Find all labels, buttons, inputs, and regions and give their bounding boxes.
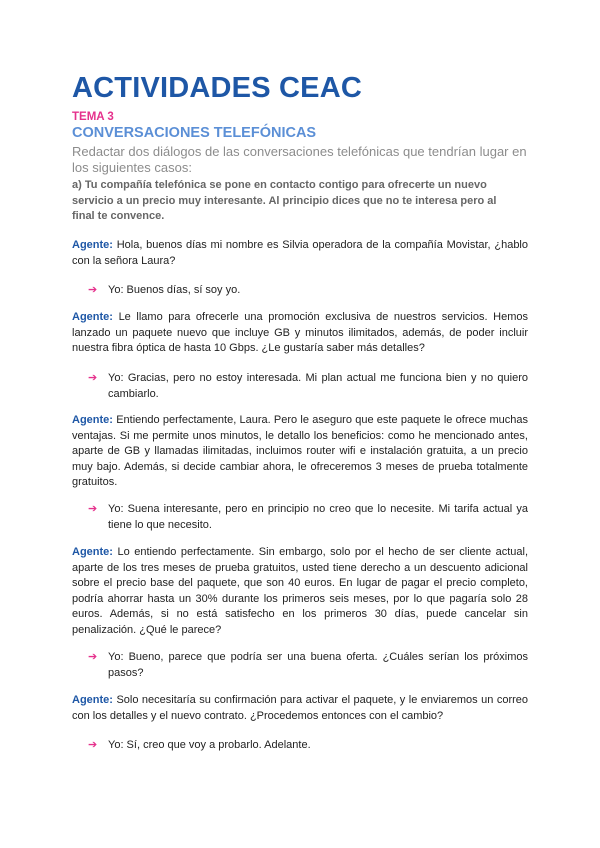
agent-text: Entiendo perfectamente, Laura. Pero le aseguro que este paquete le ofrece muchas ventajas. Si me permite unos minutos, le detallo los beneficios: como he mencionado antes, aparte de GB y llamadas ilimitadas, incluimos router wifi e instalación gratuita, a un precio muy bajo. Además, si decide cambiar ahora, le ofreceremos 3 meses de prueba totalmente gratuitos. bbox=[72, 414, 528, 488]
topic-number: TEMA 3 bbox=[72, 111, 114, 123]
assignment-prompt: Redactar dos diálogos de las conversaciones telefónicas que tendrían lugar en los siguientes casos: bbox=[72, 144, 527, 175]
agent-line bbox=[72, 545, 528, 638]
reply-text: Yo: Sí, creo que voy a probarlo. Adelante. bbox=[108, 739, 311, 751]
reply-line bbox=[88, 370, 528, 402]
reply-text: Yo: Buenos días, sí soy yo. bbox=[108, 284, 241, 296]
agent-label: Agente: bbox=[72, 239, 113, 251]
reply-text: Yo: Gracias, pero no estoy interesada. Mi plan actual me funciona bien y no quiero cambiarlo. bbox=[108, 372, 528, 400]
agent-line bbox=[72, 310, 528, 357]
section-subtitle: CONVERSACIONES TELEFÓNICAS bbox=[72, 125, 317, 141]
arrow-icon: ➔ bbox=[88, 503, 98, 515]
reply-text: Yo: Bueno, parece que podría ser una buena oferta. ¿Cuáles serían los próximos pasos? bbox=[108, 651, 528, 679]
agent-line bbox=[72, 693, 528, 724]
agent-label: Agente: bbox=[72, 311, 113, 323]
agent-line bbox=[72, 413, 528, 491]
arrow-icon: ➔ bbox=[88, 372, 98, 384]
reply-text: Yo: Suena interesante, pero en principio no creo que lo necesite. Mi tarifa actual ya tiene lo que necesito. bbox=[108, 503, 528, 531]
arrow-icon: ➔ bbox=[88, 739, 98, 751]
agent-text: Lo entiendo perfectamente. Sin embargo, solo por el hecho de ser cliente actual, aparte de los tres meses de prueba gratuitos, usted tiene derecho a un descuento adicional sobre el precio base del paquete, que son 40 euros. En lugar de pagar el precio completo, podría ahorrar hasta un 30% durante los primeros seis meses, por lo que pagaría solo 28 euros. Además, si no está satisfecho en los primeros 30 días, puede cancelar sin penalización. ¿Qué le parece? bbox=[72, 546, 528, 636]
case-description: a) Tu compañía telefónica se pone en contacto contigo para ofrecerte un nuevo servicio a un precio muy interesante. Al principio dices que no te interesa pero al final te convence. bbox=[72, 179, 497, 222]
arrow-icon: ➔ bbox=[88, 651, 98, 663]
agent-text: Hola, buenos días mi nombre es Silvia operadora de la compañía Movistar, ¿hablo con la señora Laura? bbox=[72, 239, 528, 267]
reply-line bbox=[88, 282, 528, 298]
reply-line bbox=[88, 501, 528, 533]
agent-label: Agente: bbox=[72, 546, 113, 558]
reply-line bbox=[88, 649, 528, 681]
agent-label: Agente: bbox=[72, 694, 113, 706]
document-title: ACTIVIDADES CEAC bbox=[72, 72, 362, 104]
agent-text: Solo necesitaría su confirmación para activar el paquete, y le enviaremos un correo con los detalles y el nuevo contrato. ¿Procedemos entonces con el cambio? bbox=[72, 694, 529, 722]
agent-text: Le llamo para ofrecerle una promoción exclusiva de nuestros servicios. Hemos lanzado un paquete nuevo que incluye GB y minutos ilimitados, además, de poder incluir nuestra fibra óptica de hasta 10 Gbps. ¿Le gustaría saber más detalles? bbox=[72, 311, 528, 354]
arrow-icon: ➔ bbox=[88, 284, 98, 296]
agent-label: Agente: bbox=[72, 414, 113, 426]
agent-line bbox=[72, 238, 528, 269]
reply-line bbox=[88, 737, 528, 753]
